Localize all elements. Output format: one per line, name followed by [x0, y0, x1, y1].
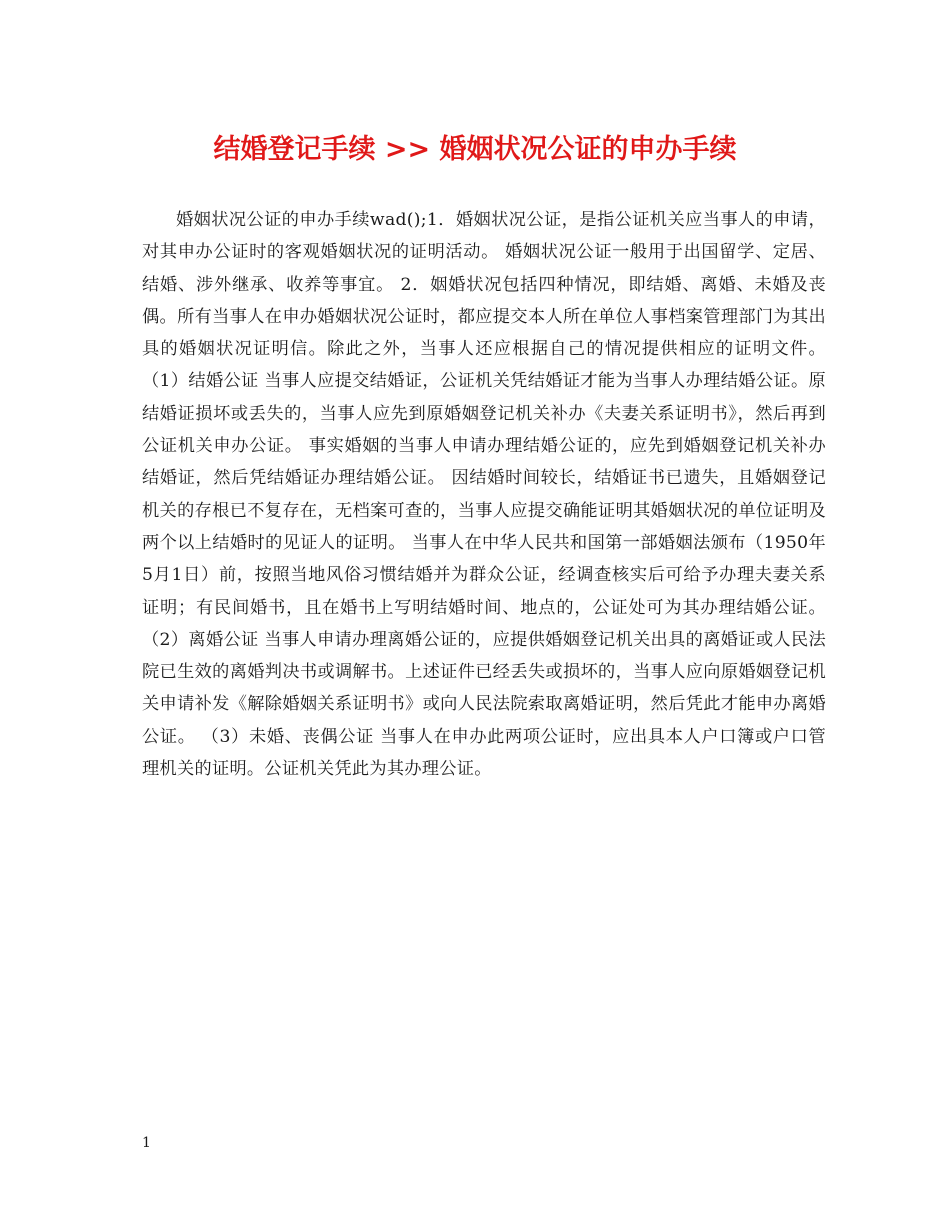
body-paragraph: 婚姻状况公证的申办手续wad();1．婚姻状况公证，是指公证机关应当事人的申请，对其申办公证时的客观婚姻状况的证明活动。 婚姻状况公证一般用于出国留学、定居、结婚、涉外继承、收养等事宜。 2．姻婚状况包括四种情况，即结婚、离婚、未婚及丧偶。所有当事人在申办婚姻状况公证时，都应提交本人所在单位人事档案管理部门为其出具的婚姻状况证明信。除此之外，当事人还应根据自己的情况提供相应的证明文件。 （1）结婚公证 当事人应提交结婚证，公证机关凭结婚证才能为当事人办理结婚公证。原结婚证损坏或丢失的，当事人应先到原婚姻登记机关补办《夫妻关系证明书》，然后再到公证机关申办公证。 事实婚姻的当事人申请办理结婚公证的，应先到婚姻登记机关补办结婚证，然后凭结婚证办理结婚公证。 因结婚时间较长，结婚证书已遗失，且婚姻登记机关的存根已不复存在，无档案可查的，当事人应提交确能证明其婚姻状况的单位证明及两个以上结婚时的见证人的证明。 当事人在中华人民共和国第一部婚姻法颁布（1950年5月1日）前，按照当地风俗习惯结婚并为群众公证，经调查核实后可给予办理夫妻关系证明；有民间婚书，且在婚书上写明结婚时间、地点的，公证处可为其办理结婚公证。 （2）离婚公证 当事人申请办理离婚公证的，应提供婚姻登记机关出具的离婚证或人民法院已生效的离婚判决书或调解书。上述证件已经丢失或损坏的，当事人应向原婚姻登记机关申请补发《解除婚姻关系证明书》或向人民法院索取离婚证明，然后凭此才能申办离婚公证。 （3）未婚、丧偶公证 当事人在申办此两项公证时，应出具本人户口簿或户口管理机关的证明。公证机关凭此为其办理公证。	[142, 210, 826, 780]
page-number: 1	[142, 1135, 151, 1151]
page-title: 结婚登记手续 >> 婚姻状况公证的申办手续	[213, 134, 737, 165]
